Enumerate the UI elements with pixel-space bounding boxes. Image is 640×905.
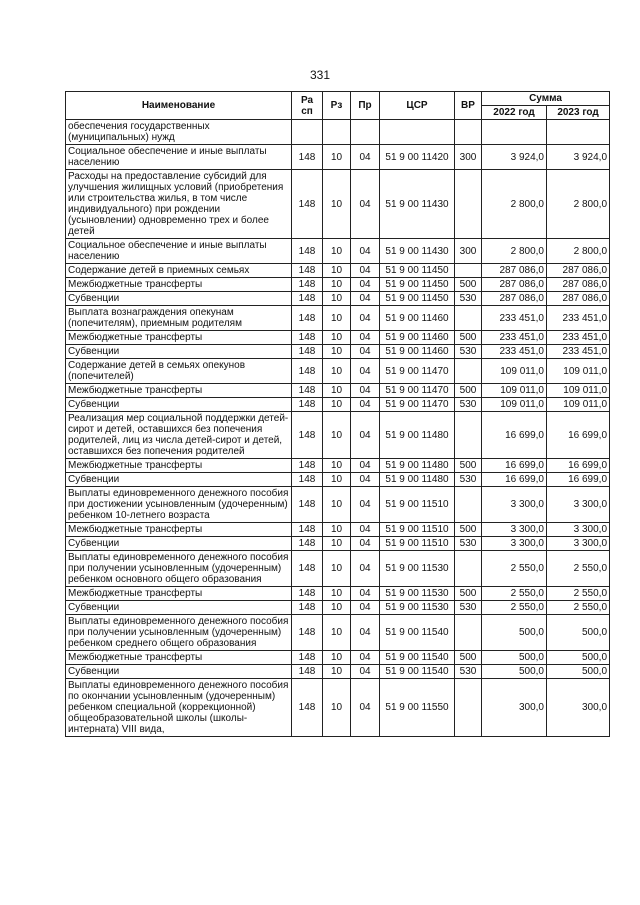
- cell-sum-2022: 2 550,0: [482, 601, 547, 615]
- cell-sum-2022: 500,0: [482, 651, 547, 665]
- cell-ra: 148: [292, 264, 323, 278]
- cell-rz: 10: [323, 651, 351, 665]
- cell-sum-2023: 233 451,0: [547, 306, 610, 331]
- cell-pr: 04: [351, 551, 380, 587]
- cell-vr: [455, 359, 482, 384]
- cell-sum-2022: 109 011,0: [482, 359, 547, 384]
- cell-csr: 51 9 00 11470: [380, 384, 455, 398]
- cell-sum-2023: 3 300,0: [547, 523, 610, 537]
- cell-sum-2022: 16 699,0: [482, 473, 547, 487]
- header-ra: Ра сп: [292, 92, 323, 120]
- header-csr: ЦСР: [380, 92, 455, 120]
- cell-name: Социальное обеспечение и иные выплаты населению: [66, 145, 292, 170]
- cell-pr: 04: [351, 459, 380, 473]
- cell-ra: 148: [292, 551, 323, 587]
- cell-rz: 10: [323, 359, 351, 384]
- cell-vr: 500: [455, 459, 482, 473]
- cell-pr: 04: [351, 170, 380, 239]
- cell-pr: 04: [351, 665, 380, 679]
- header-pr: Пр: [351, 92, 380, 120]
- table-row: [66, 239, 610, 264]
- cell-name: Выплаты единовременного денежного пособия при достижении усыновленным (удочеренным) ребенком 10-летнего возраста: [66, 487, 292, 523]
- cell-rz: 10: [323, 239, 351, 264]
- cell-sum-2023: 2 550,0: [547, 587, 610, 601]
- cell-csr: 51 9 00 11480: [380, 459, 455, 473]
- cell-vr: 530: [455, 398, 482, 412]
- cell-name: Выплаты единовременного денежного пособия по окончании усыновленным (удочеренным) ребенком специальной (коррекционной) общеобразовательной школы (школы-интерната) VIII вида,: [66, 679, 292, 737]
- cell-vr: 500: [455, 384, 482, 398]
- cell-sum-2022: 2 550,0: [482, 551, 547, 587]
- cell-sum-2022: 16 699,0: [482, 412, 547, 459]
- cell-csr: 51 9 00 11450: [380, 292, 455, 306]
- table-body: [66, 120, 610, 737]
- cell-sum-2023: 2 550,0: [547, 551, 610, 587]
- cell-sum-2023: 3 300,0: [547, 537, 610, 551]
- table-row: [66, 523, 610, 537]
- cell-ra: 148: [292, 331, 323, 345]
- cell-vr: 500: [455, 523, 482, 537]
- table-row: [66, 459, 610, 473]
- table-row: [66, 412, 610, 459]
- cell-vr: [455, 170, 482, 239]
- cell-vr: [455, 487, 482, 523]
- cell-vr: [455, 264, 482, 278]
- cell-vr: 530: [455, 345, 482, 359]
- cell-pr: 04: [351, 398, 380, 412]
- cell-rz: 10: [323, 551, 351, 587]
- cell-sum-2022: 3 300,0: [482, 487, 547, 523]
- cell-rz: 10: [323, 679, 351, 737]
- table-row: [66, 292, 610, 306]
- cell-csr: 51 9 00 11510: [380, 523, 455, 537]
- cell-name: обеспечения государственных (муниципальных) нужд: [66, 120, 292, 145]
- header-rz: Рз: [323, 92, 351, 120]
- cell-rz: 10: [323, 145, 351, 170]
- cell-name: Субвенции: [66, 601, 292, 615]
- cell-pr: 04: [351, 412, 380, 459]
- cell-pr: [351, 120, 380, 145]
- cell-csr: 51 9 00 11460: [380, 306, 455, 331]
- cell-sum-2023: 287 086,0: [547, 292, 610, 306]
- cell-name: Межбюджетные трансферты: [66, 331, 292, 345]
- cell-sum-2022: 300,0: [482, 679, 547, 737]
- cell-ra: 148: [292, 651, 323, 665]
- cell-pr: 04: [351, 651, 380, 665]
- cell-pr: 04: [351, 292, 380, 306]
- cell-name: Выплаты единовременного денежного пособия при получении усыновленным (удочеренным) ребенком основного общего образования: [66, 551, 292, 587]
- cell-pr: 04: [351, 615, 380, 651]
- cell-vr: [455, 679, 482, 737]
- table-row: [66, 359, 610, 384]
- cell-rz: 10: [323, 601, 351, 615]
- cell-rz: 10: [323, 170, 351, 239]
- cell-rz: 10: [323, 306, 351, 331]
- cell-vr: 500: [455, 331, 482, 345]
- cell-name: Выплаты единовременного денежного пособия при получении усыновленным (удочеренным) ребенком среднего общего образования: [66, 615, 292, 651]
- cell-ra: 148: [292, 459, 323, 473]
- cell-ra: 148: [292, 537, 323, 551]
- cell-sum-2022: 2 800,0: [482, 170, 547, 239]
- cell-sum-2023: 2 800,0: [547, 170, 610, 239]
- header-sum: Сумма: [482, 92, 610, 106]
- cell-sum-2023: 109 011,0: [547, 384, 610, 398]
- cell-sum-2022: 287 086,0: [482, 292, 547, 306]
- cell-csr: 51 9 00 11510: [380, 487, 455, 523]
- cell-name: Субвенции: [66, 292, 292, 306]
- cell-csr: 51 9 00 11450: [380, 264, 455, 278]
- table-row: [66, 384, 610, 398]
- cell-ra: 148: [292, 523, 323, 537]
- table-row: [66, 665, 610, 679]
- cell-sum-2023: 16 699,0: [547, 412, 610, 459]
- cell-csr: 51 9 00 11530: [380, 587, 455, 601]
- cell-csr: 51 9 00 11530: [380, 551, 455, 587]
- table-row: [66, 306, 610, 331]
- cell-csr: 51 9 00 11480: [380, 412, 455, 459]
- cell-vr: 300: [455, 239, 482, 264]
- header-year-2022: 2022 год: [482, 106, 547, 120]
- cell-name: Расходы на предоставление субсидий для улучшения жилищных условий (приобретения или строительства жилья, в том числе индивидуального) при рождении (усыновлении) одновременно трех и более детей: [66, 170, 292, 239]
- cell-rz: 10: [323, 398, 351, 412]
- cell-pr: 04: [351, 345, 380, 359]
- cell-sum-2023: 3 300,0: [547, 487, 610, 523]
- cell-ra: 148: [292, 398, 323, 412]
- cell-csr: 51 9 00 11470: [380, 398, 455, 412]
- cell-name: Выплата вознаграждения опекунам (попечителям), приемным родителям: [66, 306, 292, 331]
- cell-ra: 148: [292, 306, 323, 331]
- cell-name: Содержание детей в семьях опекунов (попечителей): [66, 359, 292, 384]
- cell-rz: 10: [323, 487, 351, 523]
- cell-pr: 04: [351, 487, 380, 523]
- cell-vr: 500: [455, 587, 482, 601]
- cell-rz: 10: [323, 384, 351, 398]
- cell-vr: 500: [455, 651, 482, 665]
- cell-rz: 10: [323, 523, 351, 537]
- header-vr: ВР: [455, 92, 482, 120]
- cell-name: Межбюджетные трансферты: [66, 587, 292, 601]
- cell-csr: [380, 120, 455, 145]
- table-row: [66, 278, 610, 292]
- cell-name: Межбюджетные трансферты: [66, 523, 292, 537]
- cell-vr: [455, 615, 482, 651]
- cell-name: Межбюджетные трансферты: [66, 651, 292, 665]
- cell-pr: 04: [351, 264, 380, 278]
- cell-ra: 148: [292, 278, 323, 292]
- cell-sum-2023: 500,0: [547, 615, 610, 651]
- cell-csr: 51 9 00 11540: [380, 615, 455, 651]
- cell-pr: 04: [351, 278, 380, 292]
- cell-ra: 148: [292, 359, 323, 384]
- table-row: [66, 651, 610, 665]
- table-header: [66, 92, 610, 120]
- cell-ra: 148: [292, 473, 323, 487]
- cell-ra: 148: [292, 412, 323, 459]
- cell-name: Субвенции: [66, 537, 292, 551]
- cell-sum-2023: 287 086,0: [547, 264, 610, 278]
- cell-csr: 51 9 00 11540: [380, 665, 455, 679]
- cell-sum-2022: 2 550,0: [482, 587, 547, 601]
- cell-sum-2022: [482, 120, 547, 145]
- cell-name: Субвенции: [66, 398, 292, 412]
- cell-sum-2022: 109 011,0: [482, 384, 547, 398]
- cell-pr: 04: [351, 523, 380, 537]
- cell-sum-2023: 233 451,0: [547, 345, 610, 359]
- cell-rz: [323, 120, 351, 145]
- cell-sum-2022: 287 086,0: [482, 264, 547, 278]
- cell-pr: 04: [351, 384, 380, 398]
- cell-sum-2022: 233 451,0: [482, 331, 547, 345]
- cell-sum-2023: 109 011,0: [547, 398, 610, 412]
- cell-sum-2023: 3 924,0: [547, 145, 610, 170]
- cell-vr: 500: [455, 278, 482, 292]
- cell-pr: 04: [351, 679, 380, 737]
- cell-sum-2023: 16 699,0: [547, 459, 610, 473]
- cell-sum-2022: 2 800,0: [482, 239, 547, 264]
- cell-sum-2023: 300,0: [547, 679, 610, 737]
- cell-sum-2022: 233 451,0: [482, 345, 547, 359]
- cell-vr: 530: [455, 292, 482, 306]
- cell-pr: 04: [351, 306, 380, 331]
- cell-rz: 10: [323, 345, 351, 359]
- table-row: [66, 615, 610, 651]
- cell-ra: 148: [292, 292, 323, 306]
- cell-name: Содержание детей в приемных семьях: [66, 264, 292, 278]
- cell-ra: 148: [292, 665, 323, 679]
- cell-sum-2022: 500,0: [482, 615, 547, 651]
- cell-vr: 530: [455, 473, 482, 487]
- cell-name: Социальное обеспечение и иные выплаты населению: [66, 239, 292, 264]
- cell-ra: 148: [292, 384, 323, 398]
- table-row: [66, 473, 610, 487]
- table-row: [66, 331, 610, 345]
- cell-csr: 51 9 00 11430: [380, 170, 455, 239]
- table-row: [66, 170, 610, 239]
- cell-rz: 10: [323, 292, 351, 306]
- cell-rz: 10: [323, 473, 351, 487]
- cell-vr: [455, 551, 482, 587]
- cell-sum-2023: 500,0: [547, 651, 610, 665]
- cell-csr: 51 9 00 11550: [380, 679, 455, 737]
- cell-sum-2023: [547, 120, 610, 145]
- cell-name: Субвенции: [66, 665, 292, 679]
- cell-sum-2022: 287 086,0: [482, 278, 547, 292]
- cell-csr: 51 9 00 11540: [380, 651, 455, 665]
- cell-sum-2022: 109 011,0: [482, 398, 547, 412]
- table-row: [66, 679, 610, 737]
- table-row: [66, 537, 610, 551]
- cell-pr: 04: [351, 537, 380, 551]
- cell-ra: 148: [292, 587, 323, 601]
- cell-rz: 10: [323, 264, 351, 278]
- cell-name: Реализация мер социальной поддержки детей-сирот и детей, оставшихся без попечения родителей, лиц из числа детей-сирот и детей, оставшихся без попечения родителей: [66, 412, 292, 459]
- cell-rz: 10: [323, 665, 351, 679]
- cell-vr: [455, 412, 482, 459]
- header-year-2023: 2023 год: [547, 106, 610, 120]
- cell-name: Межбюджетные трансферты: [66, 459, 292, 473]
- cell-pr: 04: [351, 145, 380, 170]
- cell-rz: 10: [323, 615, 351, 651]
- cell-sum-2022: 233 451,0: [482, 306, 547, 331]
- cell-sum-2023: 2 800,0: [547, 239, 610, 264]
- cell-rz: 10: [323, 331, 351, 345]
- table-row: [66, 120, 610, 145]
- table-row: [66, 345, 610, 359]
- cell-csr: 51 9 00 11420: [380, 145, 455, 170]
- table-row: [66, 145, 610, 170]
- page-number: 331: [309, 68, 331, 82]
- cell-name: Субвенции: [66, 345, 292, 359]
- cell-csr: 51 9 00 11470: [380, 359, 455, 384]
- cell-vr: 530: [455, 537, 482, 551]
- cell-vr: 300: [455, 145, 482, 170]
- table-row: [66, 264, 610, 278]
- cell-sum-2022: 3 924,0: [482, 145, 547, 170]
- cell-csr: 51 9 00 11530: [380, 601, 455, 615]
- cell-rz: 10: [323, 587, 351, 601]
- table-row: [66, 601, 610, 615]
- cell-ra: 148: [292, 601, 323, 615]
- cell-pr: 04: [351, 331, 380, 345]
- cell-sum-2023: 109 011,0: [547, 359, 610, 384]
- cell-sum-2023: 16 699,0: [547, 473, 610, 487]
- table-row: [66, 487, 610, 523]
- cell-sum-2022: 3 300,0: [482, 523, 547, 537]
- cell-pr: 04: [351, 239, 380, 264]
- cell-vr: [455, 120, 482, 145]
- cell-sum-2023: 500,0: [547, 665, 610, 679]
- cell-rz: 10: [323, 412, 351, 459]
- budget-table: [65, 91, 610, 737]
- cell-sum-2023: 2 550,0: [547, 601, 610, 615]
- cell-ra: 148: [292, 345, 323, 359]
- cell-csr: 51 9 00 11460: [380, 345, 455, 359]
- cell-name: Межбюджетные трансферты: [66, 278, 292, 292]
- table-row: [66, 587, 610, 601]
- table-row: [66, 398, 610, 412]
- cell-csr: 51 9 00 11460: [380, 331, 455, 345]
- header-name: Наименование: [66, 92, 292, 120]
- cell-ra: [292, 120, 323, 145]
- table-row: [66, 551, 610, 587]
- cell-name: Субвенции: [66, 473, 292, 487]
- cell-sum-2022: 3 300,0: [482, 537, 547, 551]
- cell-rz: 10: [323, 278, 351, 292]
- cell-name: Межбюджетные трансферты: [66, 384, 292, 398]
- cell-pr: 04: [351, 587, 380, 601]
- cell-csr: 51 9 00 11480: [380, 473, 455, 487]
- cell-ra: 148: [292, 170, 323, 239]
- cell-vr: [455, 306, 482, 331]
- cell-ra: 148: [292, 239, 323, 264]
- cell-csr: 51 9 00 11510: [380, 537, 455, 551]
- cell-sum-2023: 287 086,0: [547, 278, 610, 292]
- cell-sum-2022: 500,0: [482, 665, 547, 679]
- cell-pr: 04: [351, 601, 380, 615]
- cell-ra: 148: [292, 615, 323, 651]
- cell-ra: 148: [292, 679, 323, 737]
- cell-ra: 148: [292, 487, 323, 523]
- cell-rz: 10: [323, 537, 351, 551]
- cell-sum-2023: 233 451,0: [547, 331, 610, 345]
- cell-csr: 51 9 00 11450: [380, 278, 455, 292]
- cell-ra: 148: [292, 145, 323, 170]
- cell-rz: 10: [323, 459, 351, 473]
- cell-csr: 51 9 00 11430: [380, 239, 455, 264]
- cell-vr: 530: [455, 665, 482, 679]
- cell-pr: 04: [351, 473, 380, 487]
- cell-vr: 530: [455, 601, 482, 615]
- cell-sum-2022: 16 699,0: [482, 459, 547, 473]
- cell-pr: 04: [351, 359, 380, 384]
